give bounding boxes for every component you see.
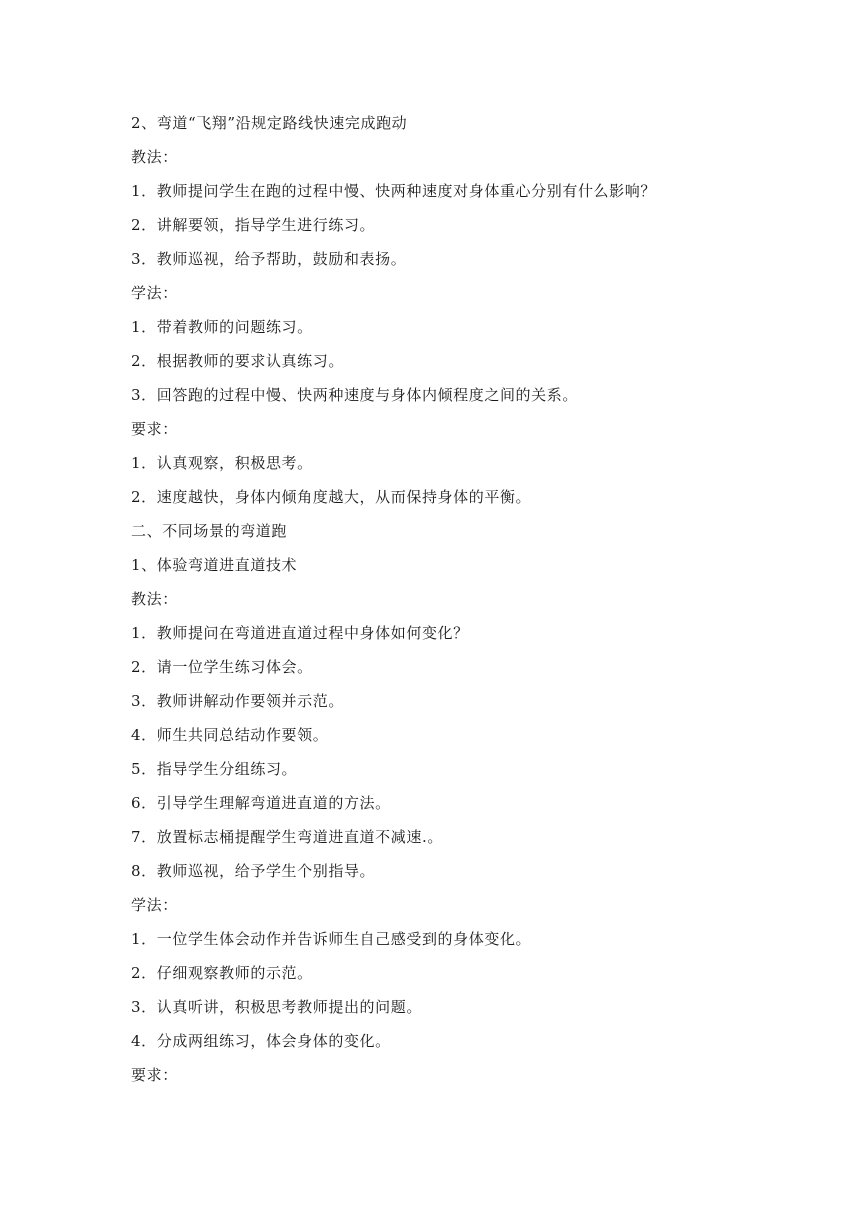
list-item: 2．仔细观察教师的示范。 [131,964,313,982]
list-item: 3．回答跑的过程中慢、快两种速度与身体内倾程度之间的关系。 [131,386,578,404]
list-item: 1．教师提问在弯道进直道过程中身体如何变化？ [131,624,469,642]
list-item: 7．放置标志桶提醒学生弯道进直道不减速.。 [131,828,443,846]
list-item: 2．速度越快，身体内倾角度越大，从而保持身体的平衡。 [131,488,532,506]
list-item: 1．带着教师的问题练习。 [131,318,313,336]
list-item: 3．教师巡视，给予帮助，鼓励和表扬。 [131,250,407,268]
section-heading: 1、体验弯道进直道技术 [131,556,298,574]
subheading-requirements: 要求： [131,420,178,438]
list-item: 1．教师提问学生在跑的过程中慢、快两种速度对身体重心分别有什么影响？ [131,182,656,200]
list-item: 3．教师讲解动作要领并示范。 [131,692,344,710]
document-body [131,106,731,1092]
subheading-learning-method: 学法： [131,284,178,302]
list-item: 8．教师巡视，给予学生个别指导。 [131,862,376,880]
list-item: 1．认真观察，积极思考。 [131,454,313,472]
list-item: 4．师生共同总结动作要领。 [131,726,329,744]
list-item: 6．引导学生理解弯道进直道的方法。 [131,794,391,812]
list-item: 3．认真听讲，积极思考教师提出的问题。 [131,998,422,1016]
list-item: 2．根据教师的要求认真练习。 [131,352,344,370]
subheading-teaching-method: 教法： [131,148,178,166]
subheading-teaching-method: 教法： [131,590,178,608]
list-item: 1．一位学生体会动作并告诉师生自己感受到的身体变化。 [131,930,532,948]
list-item: 4．分成两组练习，体会身体的变化。 [131,1032,391,1050]
section-heading: 二、不同场景的弯道跑 [131,522,288,540]
subheading-requirements: 要求： [131,1066,178,1084]
list-item: 2．请一位学生练习体会。 [131,658,313,676]
section-heading: 2、弯道“飞翔”沿规定路线快速完成跑动 [131,114,408,132]
list-item: 5．指导学生分组练习。 [131,760,298,778]
list-item: 2．讲解要领，指导学生进行练习。 [131,216,376,234]
subheading-learning-method: 学法： [131,896,178,914]
